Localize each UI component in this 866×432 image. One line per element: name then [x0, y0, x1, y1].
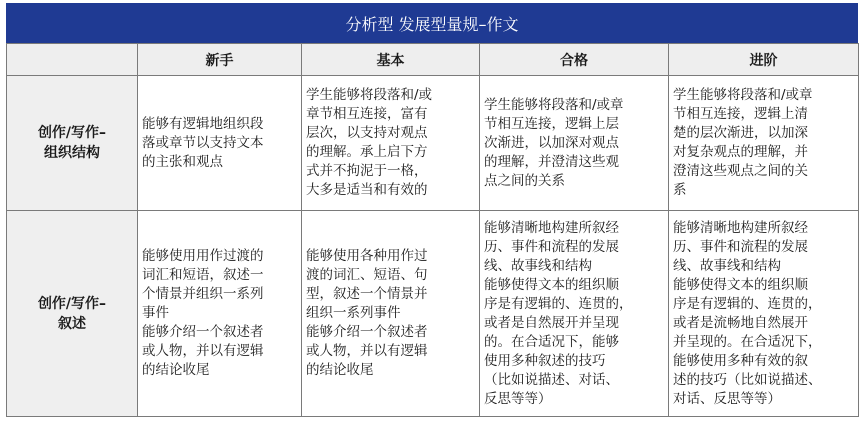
table-cell	[669, 76, 859, 211]
cell-text: 能够清晰地构建所叙经 历、事件和流程的发展 线、故事线和结构 能够使得文本的组织顺 序是有逻辑的、连贯的， 或者是流畅地自然展开 并呈现的。在合适况下， 能够使用多种有效的叙 述的技巧（比如说描述、 对话、反思等等）	[673, 219, 822, 407]
table-cell	[138, 76, 302, 211]
header-proficient: 合格	[480, 44, 669, 76]
table-cell	[480, 76, 669, 211]
table-cell	[302, 211, 480, 417]
cell-text: 学生能够将段落和/或章 节相互连接，逻辑上清 楚的层次渐进，以加深 对复杂观点的理解，并 澄清这些观点之间的关 系	[673, 87, 813, 198]
row-label-text: 创作/写作– 叙述	[37, 295, 107, 332]
header-row	[7, 44, 859, 76]
table-cell	[138, 211, 302, 417]
cell-text: 能够有逻辑地组织段 落或章节以支持文本 的主张和观点	[142, 115, 264, 170]
cell-text: 能够使用各种用作过 渡的词汇、短语、句 型，叙述一个情景并 组织一系列事件 能够介绍一个叙述者 或人物，并以有逻辑 的结论收尾	[306, 248, 428, 378]
rubric-table	[6, 43, 859, 417]
table-row	[7, 211, 859, 417]
row-label-narrative	[7, 211, 138, 417]
cell-text: 能够使用用作过渡的 词汇和短语，叙述一 个情景并组织一系列 事件 能够介绍一个叙述者 或人物，并以有逻辑 的结论收尾	[142, 248, 264, 378]
cell-text: 能够清晰地构建所叙经 历、事件和流程的发展 线、故事线和结构 能够使得文本的组织顺 序是有逻辑的、连贯的， 或者是自然展开并呈现 的。在合适况下，能够 使用多种叙述的技巧 （比如说描述、对话、 反思等等）	[484, 219, 633, 407]
table-row	[7, 76, 859, 211]
table-cell	[480, 211, 669, 417]
table-cell	[669, 211, 859, 417]
header-basic: 基本	[302, 44, 480, 76]
header-corner	[7, 44, 138, 76]
rubric-title: 分析型 发展型量规–作文	[6, 3, 858, 43]
table-cell	[302, 76, 480, 211]
header-novice: 新手	[138, 44, 302, 76]
header-advanced: 进阶	[669, 44, 859, 76]
cell-text: 学生能够将段落和/或 章节相互连接，富有 层次，以支持对观点 的理解。承上启下方 式并不拘泥于一格， 大多是适当和有效的	[306, 87, 433, 198]
row-label-text: 创作/写作– 组织结构	[37, 125, 107, 161]
row-label-organization	[7, 76, 138, 211]
cell-text: 学生能够将段落和/或章 节相互连接，逻辑上层 次渐进，以加深对观点 的理解，并澄清这些观 点之间的关系	[484, 96, 624, 189]
